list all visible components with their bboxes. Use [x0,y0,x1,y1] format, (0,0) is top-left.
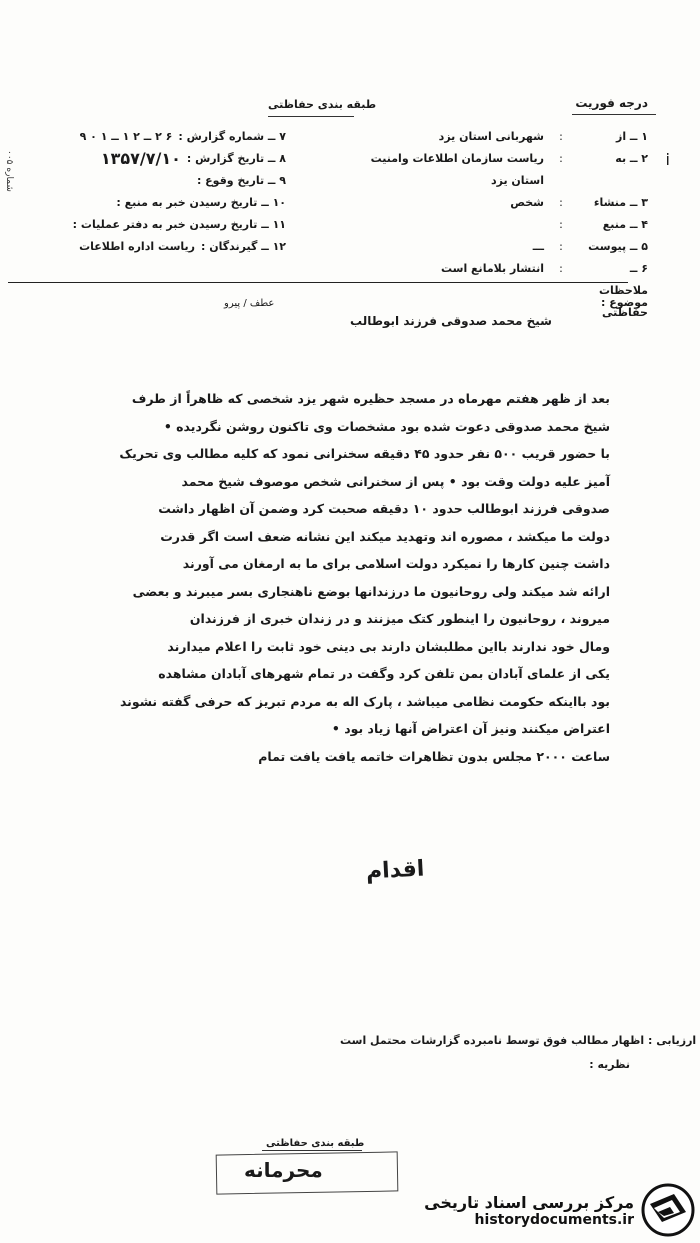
body-line: دولت ما میکشد ، مصوره اند وتهدید میکند این نشانه ضعف است اگر قدرت [160,528,610,544]
field-row [348,236,648,258]
body-line: با حضور قریب ۵۰۰ نفر حدود ۴۵ دقیقه سخنرانی نمود که کلیه مطالب وی تحریک [119,446,610,461]
field-value: انتشار بلامانع است [440,262,544,275]
field-row [46,148,286,170]
field-value: ـــ [532,240,544,253]
field-row [46,192,286,214]
classification-stamp: محرمانه [244,1158,323,1182]
field-label: ۱ ــ از [615,130,648,143]
field-row [46,214,286,236]
field-label: ۳ ــ منشاء [593,196,648,209]
report-number: ۶ ۲ ــ ۲ ۱ ــ ۱ ۰ ۹ [79,130,173,143]
urgency-heading-underline [572,114,656,115]
body-line: آمیز علیه دولت وقت بود • پس از سخنرانی شخص موصوف شیخ محمد [181,473,610,489]
archive-watermark [404,1180,696,1240]
evaluation-line: ارزیابی : اظهار مطالب فوق توسط نامبرده گزارشات محتمل است [340,1034,697,1047]
body-line: شیخ محمد صدوقی دعوت شده بود مشخصات وی تاکنون روشن نگردیده • [163,418,610,434]
field-row [348,192,648,214]
recipients-value: ریاست اداره اطلاعات [79,240,196,253]
body-line: صدوقی فرزند ابوطالب حدود ۱۰ دقیقه صحبت کرد وضمن آن اظهار داشت [158,501,610,516]
body-line: اعتراض میکنند ونیز آن اعتراض آنها زیاد بود • [331,721,610,736]
field-row [348,148,648,192]
reference-note: عطف / پیرو [224,298,275,309]
field-label: ۹ ــ تاریخ وقوع : [196,174,286,187]
field-label: ۱۰ ــ تاریخ رسیدن خبر به منبع : [116,196,286,209]
field-label: ۱۲ ــ گیرندگان : [201,240,286,253]
report-fields-right [348,126,648,324]
closing-line: ساعت ۲۰۰۰ مجلس بدون تظاهرات خاتمه یافت یافت تمام [258,748,610,764]
body-line: یکی از علمای آبادان بمن تلفن کرد وگفت در تمام شهرهای آبادان مشاهده [158,666,610,681]
body-line: بود بااینکه حکومت نظامی میباشد ، پارک اله به مردم تبریز که حرفی گفته نشوند [119,693,610,709]
urgency-heading: درجه فوریت [575,96,648,110]
field-label: ۷ ــ شماره گزارش : [178,130,286,143]
handwritten-note: اقدام [365,856,425,885]
subject-label: موضوع : [601,296,648,309]
field-row [46,170,286,192]
field-separator: : [559,152,563,165]
check-mark-icon: ⅰ [665,150,670,169]
watermark-title: مرکز بررسی اسناد تاریخی [424,1192,634,1212]
field-separator: : [559,262,563,275]
field-label: ۱۱ ــ تاریخ رسیدن خبر به دفتر عملیات : [72,218,286,231]
body-line: ومال خود ندارند بااین مطلبشان دارند بی دینی خود ثابت را اعلام میدارند [167,638,610,654]
signature-classification: طبقه بندی حفاظتی [266,1138,365,1149]
field-separator: : [559,196,563,209]
field-label: ۵ ــ پیوست [588,240,648,253]
body-line: ارائه شد میکند ولی روحانیون ما درزندانها بوضع ناهنجاری بسر میبرند و بعضی [132,583,610,599]
field-value [348,214,544,236]
field-label: ۶ ــ ملاحظات حفاظتی [599,262,648,319]
field-row [46,236,286,258]
field-separator: : [559,240,563,253]
field-label: ۴ ــ منبع [602,218,648,231]
field-value: شخص [510,196,544,209]
report-date: ۱۳۵۷/۷/۱۰ [100,149,181,168]
signature-divider [262,1150,362,1151]
header-divider [8,282,628,283]
field-value: شهربانی استان یزد [438,130,544,143]
field-separator: : [559,218,563,231]
field-label: ۲ ــ به [615,152,648,165]
classification-heading: طبقه بندی حفاظتی [268,98,377,111]
field-value: ریاست سازمان اطلاعات وامنیت استان یزد [370,152,544,187]
report-body [90,385,610,770]
side-number-mark: شماره ۰۰۵ [4,150,14,192]
field-separator: : [559,130,563,143]
watermark-text [424,1193,634,1228]
watermark-url: historydocuments.ir [474,1211,634,1228]
body-line: داشت چنین کارها را نمیکرد دولت اسلامی برای ما به ارمغان می آورند [182,556,610,571]
body-line: میروند ، روحانیون را اینطور کتک میزنند و در زندان خبری از فرزندان [189,611,610,626]
field-row [348,126,648,148]
archive-logo-icon [640,1182,696,1238]
field-row [348,214,648,236]
field-label: ۸ ــ تاریخ گزارش : [186,152,286,165]
field-row [46,126,286,148]
classification-heading-underline [268,116,354,117]
opinion-label: نظریه : [589,1058,630,1071]
body-line: بعد از ظهر هفتم مهرماه در مسجد حظیره شهر یزد شخصی که ظاهراً از طرف [131,391,610,406]
subject-value: شیخ محمد صدوقی فرزند ابوطالب [350,314,552,328]
report-fields-left [46,126,286,258]
